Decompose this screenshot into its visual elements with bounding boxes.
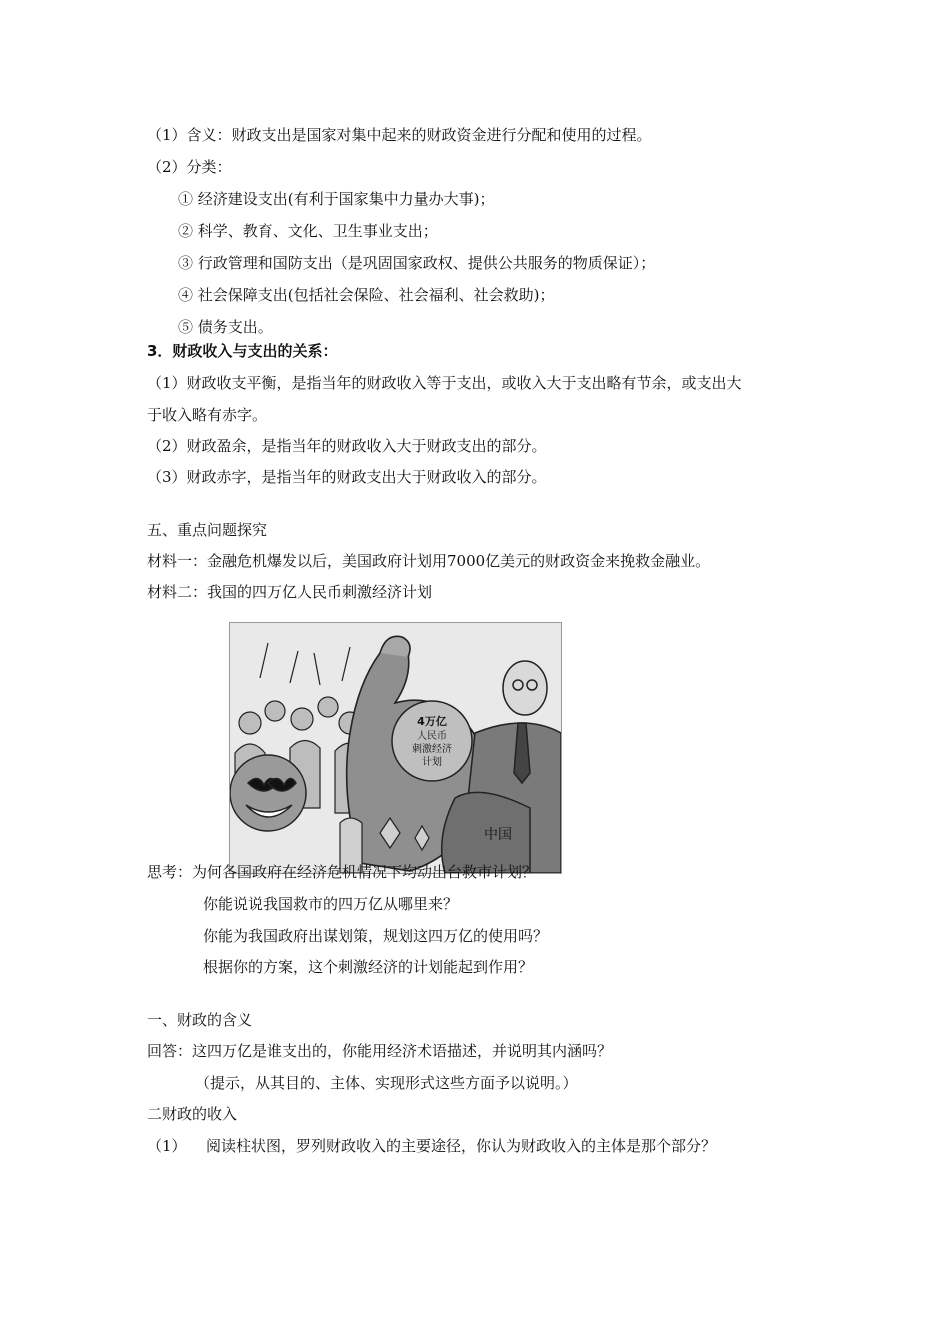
material-1: 材料一：金融危机爆发以后，美国政府计划用7000亿美元的财政资金来挽救金融业。 xyxy=(147,552,711,570)
think-question-3: 你能为我国政府出谋划策，规划这四万亿的使用吗？ xyxy=(203,927,549,945)
surplus-paragraph: （2）财政盈余，是指当年的财政收入大于财政支出的部分。 xyxy=(147,437,547,455)
sleeve-label: 中国 xyxy=(484,827,512,843)
part2-heading: 二财政的收入 xyxy=(147,1105,238,1123)
expenditure-classify: （2）分类： xyxy=(147,158,232,176)
stimulus-ball xyxy=(392,701,472,781)
ball-line-1: 4万亿 xyxy=(417,715,447,728)
deficit-paragraph: （3）财政赤字，是指当年的财政支出大于财政收入的部分。 xyxy=(147,468,547,486)
cartoon-drawing xyxy=(230,623,561,873)
think-question-2: 你能说说我国救市的四万亿从哪里来？ xyxy=(203,895,459,913)
ball-line-2: 人民币 xyxy=(417,731,447,742)
part2-question-number: （1） xyxy=(147,1137,187,1155)
think-question-1: 思考：为何各国政府在经济危机情况下均动出台救市计划？ xyxy=(147,863,538,881)
ball-line-4: 计划 xyxy=(422,757,442,768)
ball-line-3: 刺激经济 xyxy=(412,744,452,755)
classify-item-2: ② 科学、教育、文化、卫生事业支出； xyxy=(178,222,438,240)
expenditure-meaning: （1）含义：财政支出是国家对集中起来的财政资金进行分配和使用的过程。 xyxy=(147,126,652,144)
relation-heading: 3．财政收入与支出的关系： xyxy=(147,342,338,360)
classify-item-5: ⑤ 债务支出。 xyxy=(178,318,273,336)
balance-line-2: 于收入略有赤字。 xyxy=(147,406,268,424)
classify-item-1: ① 经济建设支出(有利于国家集中力量办大事)； xyxy=(178,190,495,208)
think-question-4: 根据你的方案，这个刺激经济的计划能起到作用？ xyxy=(203,958,534,976)
stimulus-cartoon-image xyxy=(229,622,562,874)
globe-character xyxy=(230,755,306,831)
classify-item-3: ③ 行政管理和国防支出（是巩固国家政权、提供公共服务的物质保证）； xyxy=(178,254,656,272)
balance-line-1: （1）财政收支平衡，是指当年的财政收入等于支出，或收入大于支出略有节余，或支出大 xyxy=(147,374,742,392)
classify-item-4: ④ 社会保障支出(包括社会保险、社会福利、社会救助)； xyxy=(178,286,555,304)
section5-heading: 五、重点问题探究 xyxy=(147,521,268,539)
part1-answer: 回答：这四万亿是谁支出的，你能用经济术语描述，并说明其内涵吗？ xyxy=(147,1042,613,1060)
part1-heading: 一、财政的含义 xyxy=(147,1011,253,1029)
part1-hint: （提示，从其目的、主体、实现形式这些方面予以说明。） xyxy=(195,1074,578,1092)
sleeve xyxy=(442,792,530,873)
material-2: 材料二：我国的四万亿人民币刺激经济计划 xyxy=(147,583,433,601)
part2-question-text: 阅读柱状图，罗列财政收入的主要途径，你认为财政收入的主体是那个部分？ xyxy=(206,1137,717,1155)
